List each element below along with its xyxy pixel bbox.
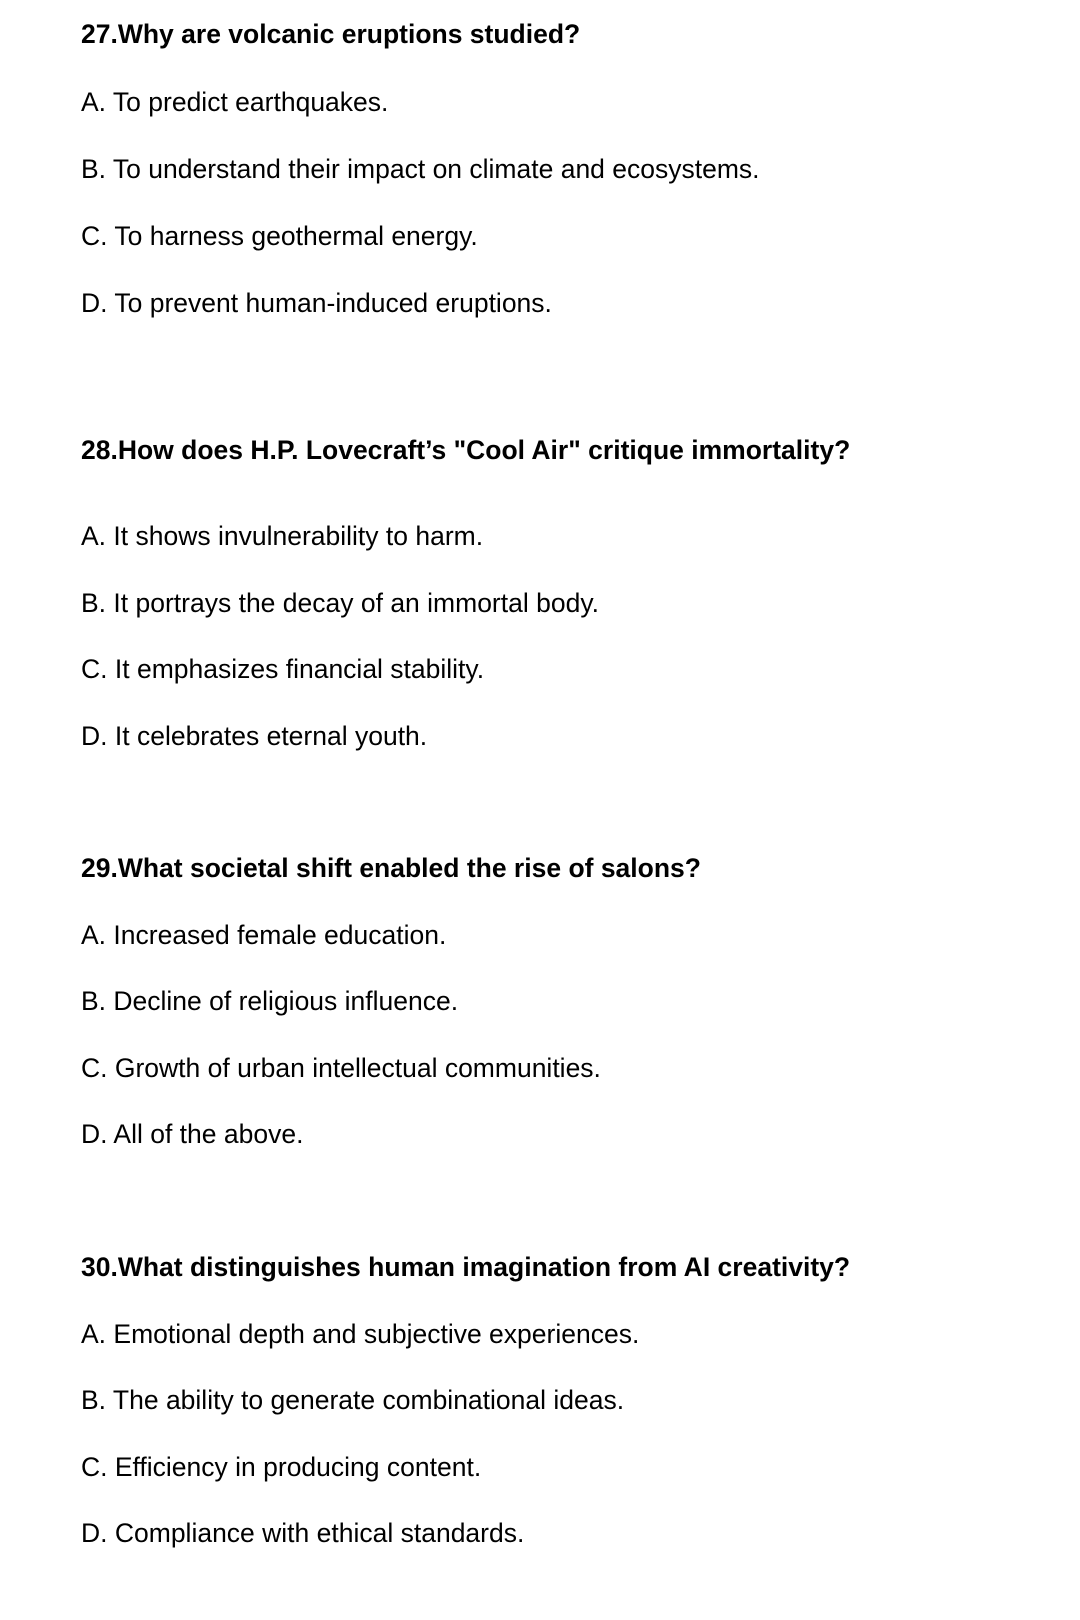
- question-27-option-b: B. To understand their impact on climate and ecosystems.: [81, 154, 760, 184]
- question-27: 27.Why are volcanic eruptions studied?: [81, 19, 581, 49]
- question-30-option-d: D. Compliance with ethical standards.: [81, 1518, 525, 1548]
- question-29: 29.What societal shift enabled the rise of salons?: [81, 853, 701, 883]
- question-28-option-a: A. It shows invulnerability to harm.: [81, 521, 484, 551]
- question-30: 30.What distinguishes human imagination from AI creativity?: [81, 1252, 851, 1282]
- question-28-option-d: D. It celebrates eternal youth.: [81, 721, 428, 751]
- question-27-option-a: A. To predict earthquakes.: [81, 87, 389, 117]
- question-27-option-d: D. To prevent human-induced eruptions.: [81, 288, 552, 318]
- question-29-option-a: A. Increased female education.: [81, 920, 447, 950]
- question-28-option-c: C. It emphasizes financial stability.: [81, 654, 485, 684]
- question-29-option-b: B. Decline of religious influence.: [81, 986, 459, 1016]
- question-29-option-d: D. All of the above.: [81, 1119, 304, 1149]
- question-27-option-c: C. To harness geothermal energy.: [81, 221, 478, 251]
- question-30-option-b: B. The ability to generate combinational ideas.: [81, 1385, 625, 1415]
- question-28: 28.How does H.P. Lovecraft’s "Cool Air" critique immortality?: [81, 435, 851, 465]
- question-28-option-b: B. It portrays the decay of an immortal body.: [81, 588, 599, 618]
- question-30-option-c: C. Efficiency in producing content.: [81, 1452, 482, 1482]
- question-30-option-a: A. Emotional depth and subjective experiences.: [81, 1319, 640, 1349]
- question-29-option-c: C. Growth of urban intellectual communities.: [81, 1053, 601, 1083]
